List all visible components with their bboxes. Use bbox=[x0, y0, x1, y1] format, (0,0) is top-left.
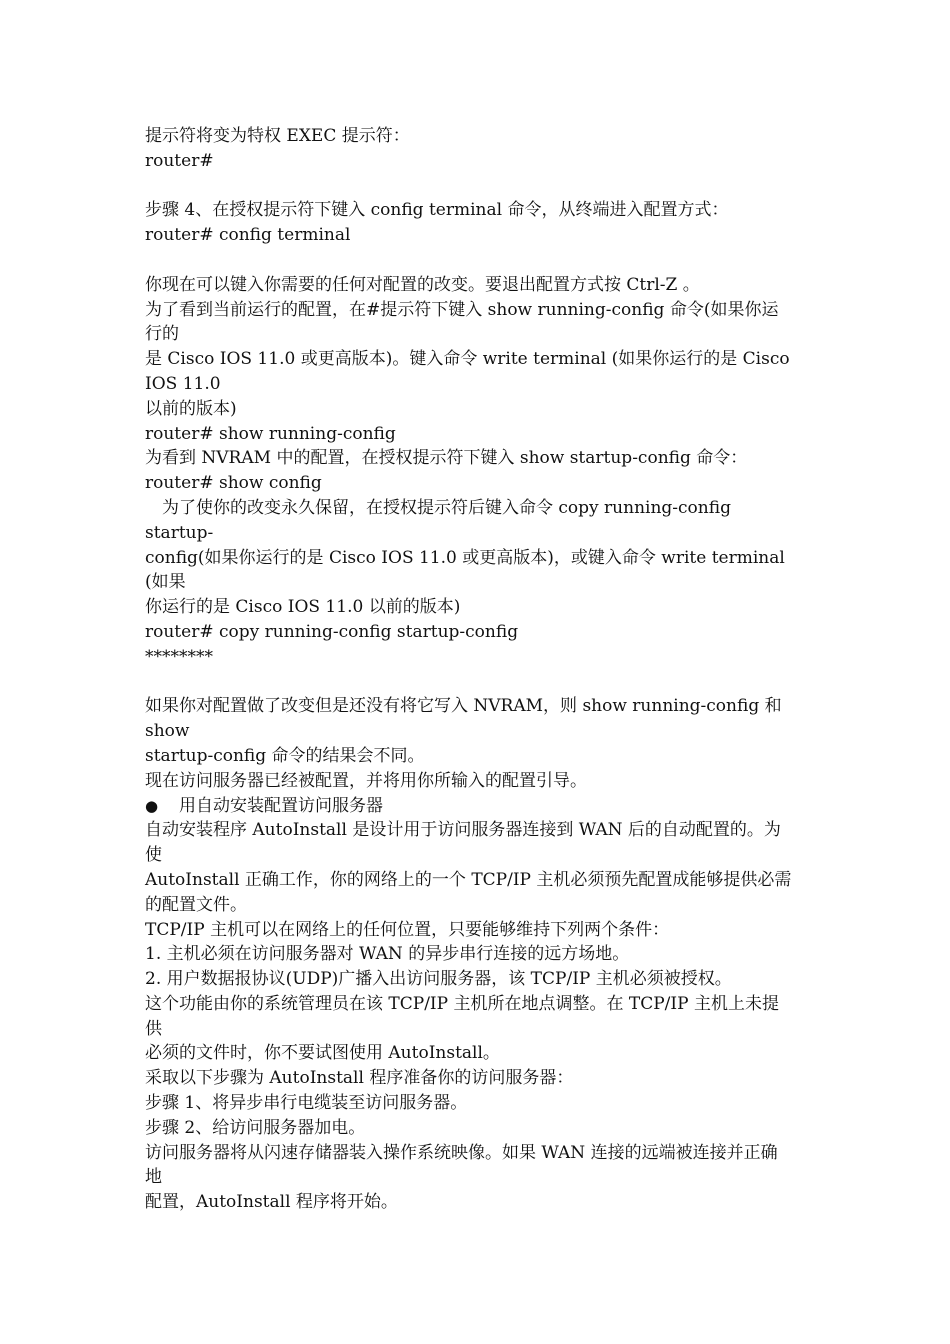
text-line: 你运行的是 Cisco IOS 11.0 以前的版本) bbox=[145, 597, 461, 618]
bullet-text: 用自动安装配置访问服务器 bbox=[179, 795, 383, 816]
text-line: 访问服务器将从闪速存储器装入操作系统映像。如果 WAN 连接的远端被连接并正确 bbox=[145, 1142, 778, 1163]
text-line: 为了使你的改变永久保留，在授权提示符后键入命令 copy running-config bbox=[162, 497, 731, 518]
text-line: router# copy running-config startup-config bbox=[145, 621, 519, 642]
text-line: 如果你对配置做了改变但是还没有将它写入 NVRAM，则 show running-config 和 bbox=[145, 696, 782, 717]
text-line: 为了看到当前运行的配置，在#提示符下键入 show running-config 命令(如果你运 bbox=[145, 299, 779, 320]
text-line: 地 bbox=[145, 1167, 162, 1188]
text-line: 2. 用户数据报协议(UDP)广播入出访问服务器，该 TCP/IP 主机必须被授权。 bbox=[145, 969, 732, 990]
text-line: 步骤 4、在授权提示符下键入 config terminal 命令，从终端进入配置方式： bbox=[145, 200, 729, 221]
text-line: router# show running-config bbox=[145, 423, 396, 444]
text-line: 是 Cisco IOS 11.0 或更高版本)。键入命令 write terminal (如果你运行的是 Cisco bbox=[145, 349, 790, 370]
text-line: 你现在可以键入你需要的任何对配置的改变。要退出配置方式按 Ctrl-Z 。 bbox=[145, 274, 700, 295]
text-line: 1. 主机必须在访问服务器对 WAN 的异步串行连接的远方场地。 bbox=[145, 944, 630, 965]
text-line: 必须的文件时，你不要试图使用 AutoInstall。 bbox=[145, 1043, 500, 1064]
blank-line bbox=[145, 670, 810, 695]
text-line: router# show config bbox=[145, 473, 322, 494]
text-line: 行的 bbox=[145, 324, 179, 345]
text-line: 步骤 2、给访问服务器加电。 bbox=[145, 1117, 366, 1138]
document-body bbox=[145, 124, 810, 1215]
text-line: router# config terminal bbox=[145, 225, 351, 246]
text-line: ******** bbox=[145, 646, 213, 667]
text-line: 为看到 NVRAM 中的配置，在授权提示符下键入 show startup-config 命令： bbox=[145, 448, 748, 469]
blank-line bbox=[145, 174, 810, 199]
text-line: IOS 11.0 bbox=[145, 373, 221, 394]
text-line: 配置，AutoInstall 程序将开始。 bbox=[145, 1192, 398, 1213]
text-line: 的配置文件。 bbox=[145, 894, 247, 915]
text-line: startup-config 命令的结果会不同。 bbox=[145, 745, 425, 766]
text-line: 步骤 1、将异步串行电缆装至访问服务器。 bbox=[145, 1093, 468, 1114]
bullet-item bbox=[145, 794, 810, 819]
blank-line bbox=[145, 248, 810, 273]
text-line: 自动安装程序 AutoInstall 是设计用于访问服务器连接到 WAN 后的自动配置的。为 bbox=[145, 820, 781, 841]
text-line: config(如果你运行的是 Cisco IOS 11.0 或更高版本)，或键入命令 write terminal bbox=[145, 547, 785, 568]
text-line: router# bbox=[145, 150, 214, 171]
text-line: 使 bbox=[145, 845, 162, 866]
text-line: (如果 bbox=[145, 572, 186, 593]
text-line: 现在访问服务器已经被配置，并将用你所输入的配置引导。 bbox=[145, 770, 587, 791]
bullet-icon: ● bbox=[145, 796, 159, 815]
text-line: 以前的版本) bbox=[145, 398, 237, 419]
text-line: AutoInstall 正确工作，你的网络上的一个 TCP/IP 主机必须预先配置成能够提供必需 bbox=[145, 869, 792, 890]
text-line: 提示符将变为特权 EXEC 提示符： bbox=[145, 126, 410, 146]
text-line: startup- bbox=[145, 522, 214, 543]
text-line: show bbox=[145, 721, 190, 742]
text-line: 供 bbox=[145, 1018, 162, 1039]
text-line: TCP/IP 主机可以在网络上的任何位置，只要能够维持下列两个条件： bbox=[145, 919, 670, 940]
text-line: 采取以下步骤为 AutoInstall 程序准备你的访问服务器： bbox=[145, 1068, 574, 1089]
text-line: 这个功能由你的系统管理员在该 TCP/IP 主机所在地点调整。在 TCP/IP 主机上未提 bbox=[145, 993, 779, 1014]
